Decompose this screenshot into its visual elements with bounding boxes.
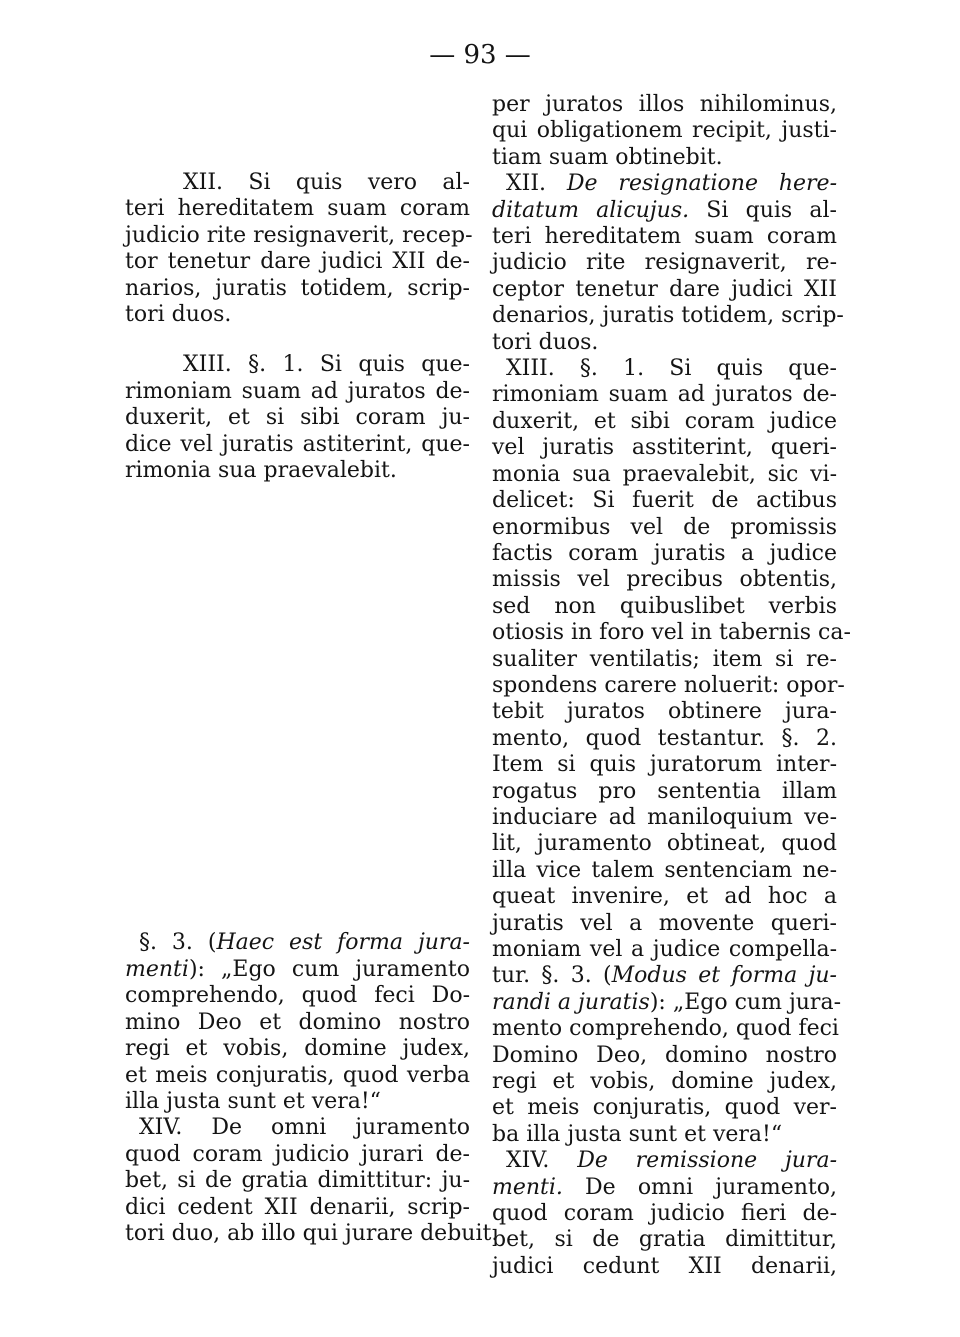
left-paragraph-xii bbox=[125, 170, 473, 328]
text-line: narios, juratis totidem, scrip- bbox=[125, 275, 470, 301]
text-line: tur. §. 3. (Modus et forma ju- bbox=[492, 963, 837, 989]
right-paragraph-xiii bbox=[492, 356, 851, 963]
text-line: duxerit, et sibi coram judice bbox=[492, 408, 837, 434]
text-line: ba illa justa sunt et vera!“ bbox=[492, 1121, 783, 1147]
text-line: judicio rite resignaverit, re- bbox=[492, 250, 837, 276]
text-line: sed non quibuslibet verbis bbox=[492, 593, 837, 619]
text-line: quod coram judicio fieri de- bbox=[492, 1201, 837, 1227]
text-line: ditatum alicujus. Si quis al- bbox=[492, 197, 837, 223]
text-line: vel juratis asstiterint, queri- bbox=[492, 435, 837, 461]
text-line: XIV. De remissione jura- bbox=[506, 1148, 838, 1174]
text-line: tori duos. bbox=[125, 302, 232, 328]
text-line: monia sua praevalebit, sic vi- bbox=[492, 461, 837, 487]
text-line: tori duo, ab illo qui jurare debuit. bbox=[125, 1220, 499, 1246]
text-line: mino Deo et domino nostro bbox=[125, 1009, 470, 1035]
text-line: enormibus vel de promissis bbox=[492, 514, 837, 540]
text-line: queat invenire, et ad hoc a bbox=[492, 884, 837, 910]
text-line: bet, si de gratia dimittitur: ju- bbox=[125, 1168, 470, 1194]
text-line: moniam vel a judice compella- bbox=[492, 937, 837, 962]
text-line: ceptor tenetur dare judici XII bbox=[492, 276, 837, 302]
text-line: rimoniam suam ad juratos de- bbox=[492, 382, 837, 408]
text-line: judicio rite resignaverit, recep- bbox=[125, 222, 473, 248]
text-line: mento, quod testantur. §. 2. bbox=[492, 725, 837, 751]
text-line: qui obligationem recipit, justi- bbox=[492, 118, 837, 144]
text-line: otiosis in foro vel in tabernis ca- bbox=[492, 620, 851, 646]
text-line: XIII. §. 1. Si quis que- bbox=[183, 352, 470, 378]
text-line: factis coram juratis a judice bbox=[492, 540, 837, 566]
text-line: tor tenetur dare judici XII de- bbox=[125, 249, 470, 275]
text-line: Item si quis juratorum inter- bbox=[492, 752, 837, 778]
text-line: mento comprehendo, quod feci bbox=[492, 1016, 839, 1042]
text-line: rimoniam suam ad juratos de- bbox=[125, 378, 470, 404]
text-line: sualiter ventilatis; item si re- bbox=[492, 646, 837, 672]
text-line: dice vel juratis astiterint, que- bbox=[125, 431, 470, 457]
text-line: menti): „Ego cum juramento bbox=[125, 956, 470, 982]
text-line: XIII. §. 1. Si quis que- bbox=[506, 356, 837, 382]
text-line: spondens carere noluerit: opor- bbox=[492, 672, 845, 698]
text-line: illa vice talem sentenciam ne- bbox=[492, 857, 837, 883]
text-line: rogatus pro sententia illam bbox=[492, 778, 837, 804]
text-line: et meis conjuratis, quod verba bbox=[125, 1062, 470, 1088]
text-line: XII. Si quis vero al- bbox=[183, 170, 470, 195]
text-line: judici cedunt XII denarii, bbox=[492, 1253, 837, 1279]
text-line: quod coram judicio jurari de- bbox=[125, 1141, 470, 1167]
left-paragraph-xiv bbox=[125, 1115, 499, 1247]
text-line: illa justa sunt et vera!“ bbox=[125, 1088, 381, 1114]
right-paragraph-intro bbox=[492, 92, 837, 171]
text-line: Domino Deo, domino nostro bbox=[492, 1042, 837, 1068]
text-line: §. 3. (Haec est forma jura- bbox=[139, 930, 470, 956]
right-paragraph-xiv bbox=[492, 1148, 837, 1280]
text-line: randi a juratis): „Ego cum jura- bbox=[492, 989, 841, 1015]
text-line: denarios, juratis totidem, scrip- bbox=[492, 303, 844, 329]
text-line: teri hereditatem suam coram bbox=[125, 196, 470, 222]
text-line: induciare ad maniloquium ve- bbox=[492, 804, 837, 830]
text-line: XIV. De omni juramento bbox=[139, 1115, 470, 1141]
text-line: tiam suam obtinebit. bbox=[492, 144, 723, 170]
right-paragraph-xii bbox=[492, 171, 844, 356]
left-paragraph-xiii bbox=[125, 352, 470, 484]
text-line: juratis vel a movente queri- bbox=[492, 910, 837, 936]
text-line: et meis conjuratis, quod ver- bbox=[492, 1095, 837, 1121]
text-line: XII. De resignatione here- bbox=[506, 171, 837, 197]
text-line: missis vel precibus obtentis, bbox=[492, 567, 837, 593]
text-line: regi et vobis, domine judex, bbox=[125, 1036, 470, 1062]
text-line: regi et vobis, domine judex, bbox=[492, 1069, 837, 1095]
text-line: rimonia sua praevalebit. bbox=[125, 458, 397, 484]
right-paragraph-oath bbox=[492, 963, 841, 1148]
text-line: bet, si de gratia dimittitur, bbox=[492, 1227, 837, 1253]
left-paragraph-oath bbox=[125, 930, 470, 1115]
left-column bbox=[125, 170, 499, 1247]
text-line: tebit juratos obtinere jura- bbox=[492, 699, 837, 725]
text-line: per juratos illos nihilominus, bbox=[492, 92, 837, 117]
text-line: duxerit, et si sibi coram ju- bbox=[125, 405, 470, 431]
text-line: dici cedent XII denarii, scrip- bbox=[125, 1194, 470, 1220]
text-line: delicet: Si fuerit de actibus bbox=[492, 488, 837, 514]
page-number: — 93 — bbox=[429, 40, 531, 70]
text-line: menti. De omni juramento, bbox=[492, 1174, 837, 1200]
text-line: comprehendo, quod feci Do- bbox=[125, 983, 470, 1009]
text-line: lit, juramento obtineat, quod bbox=[492, 831, 837, 857]
text-line: tori duos. bbox=[492, 329, 599, 355]
text-line: teri hereditatem suam coram bbox=[492, 224, 837, 250]
right-column bbox=[492, 92, 851, 1280]
